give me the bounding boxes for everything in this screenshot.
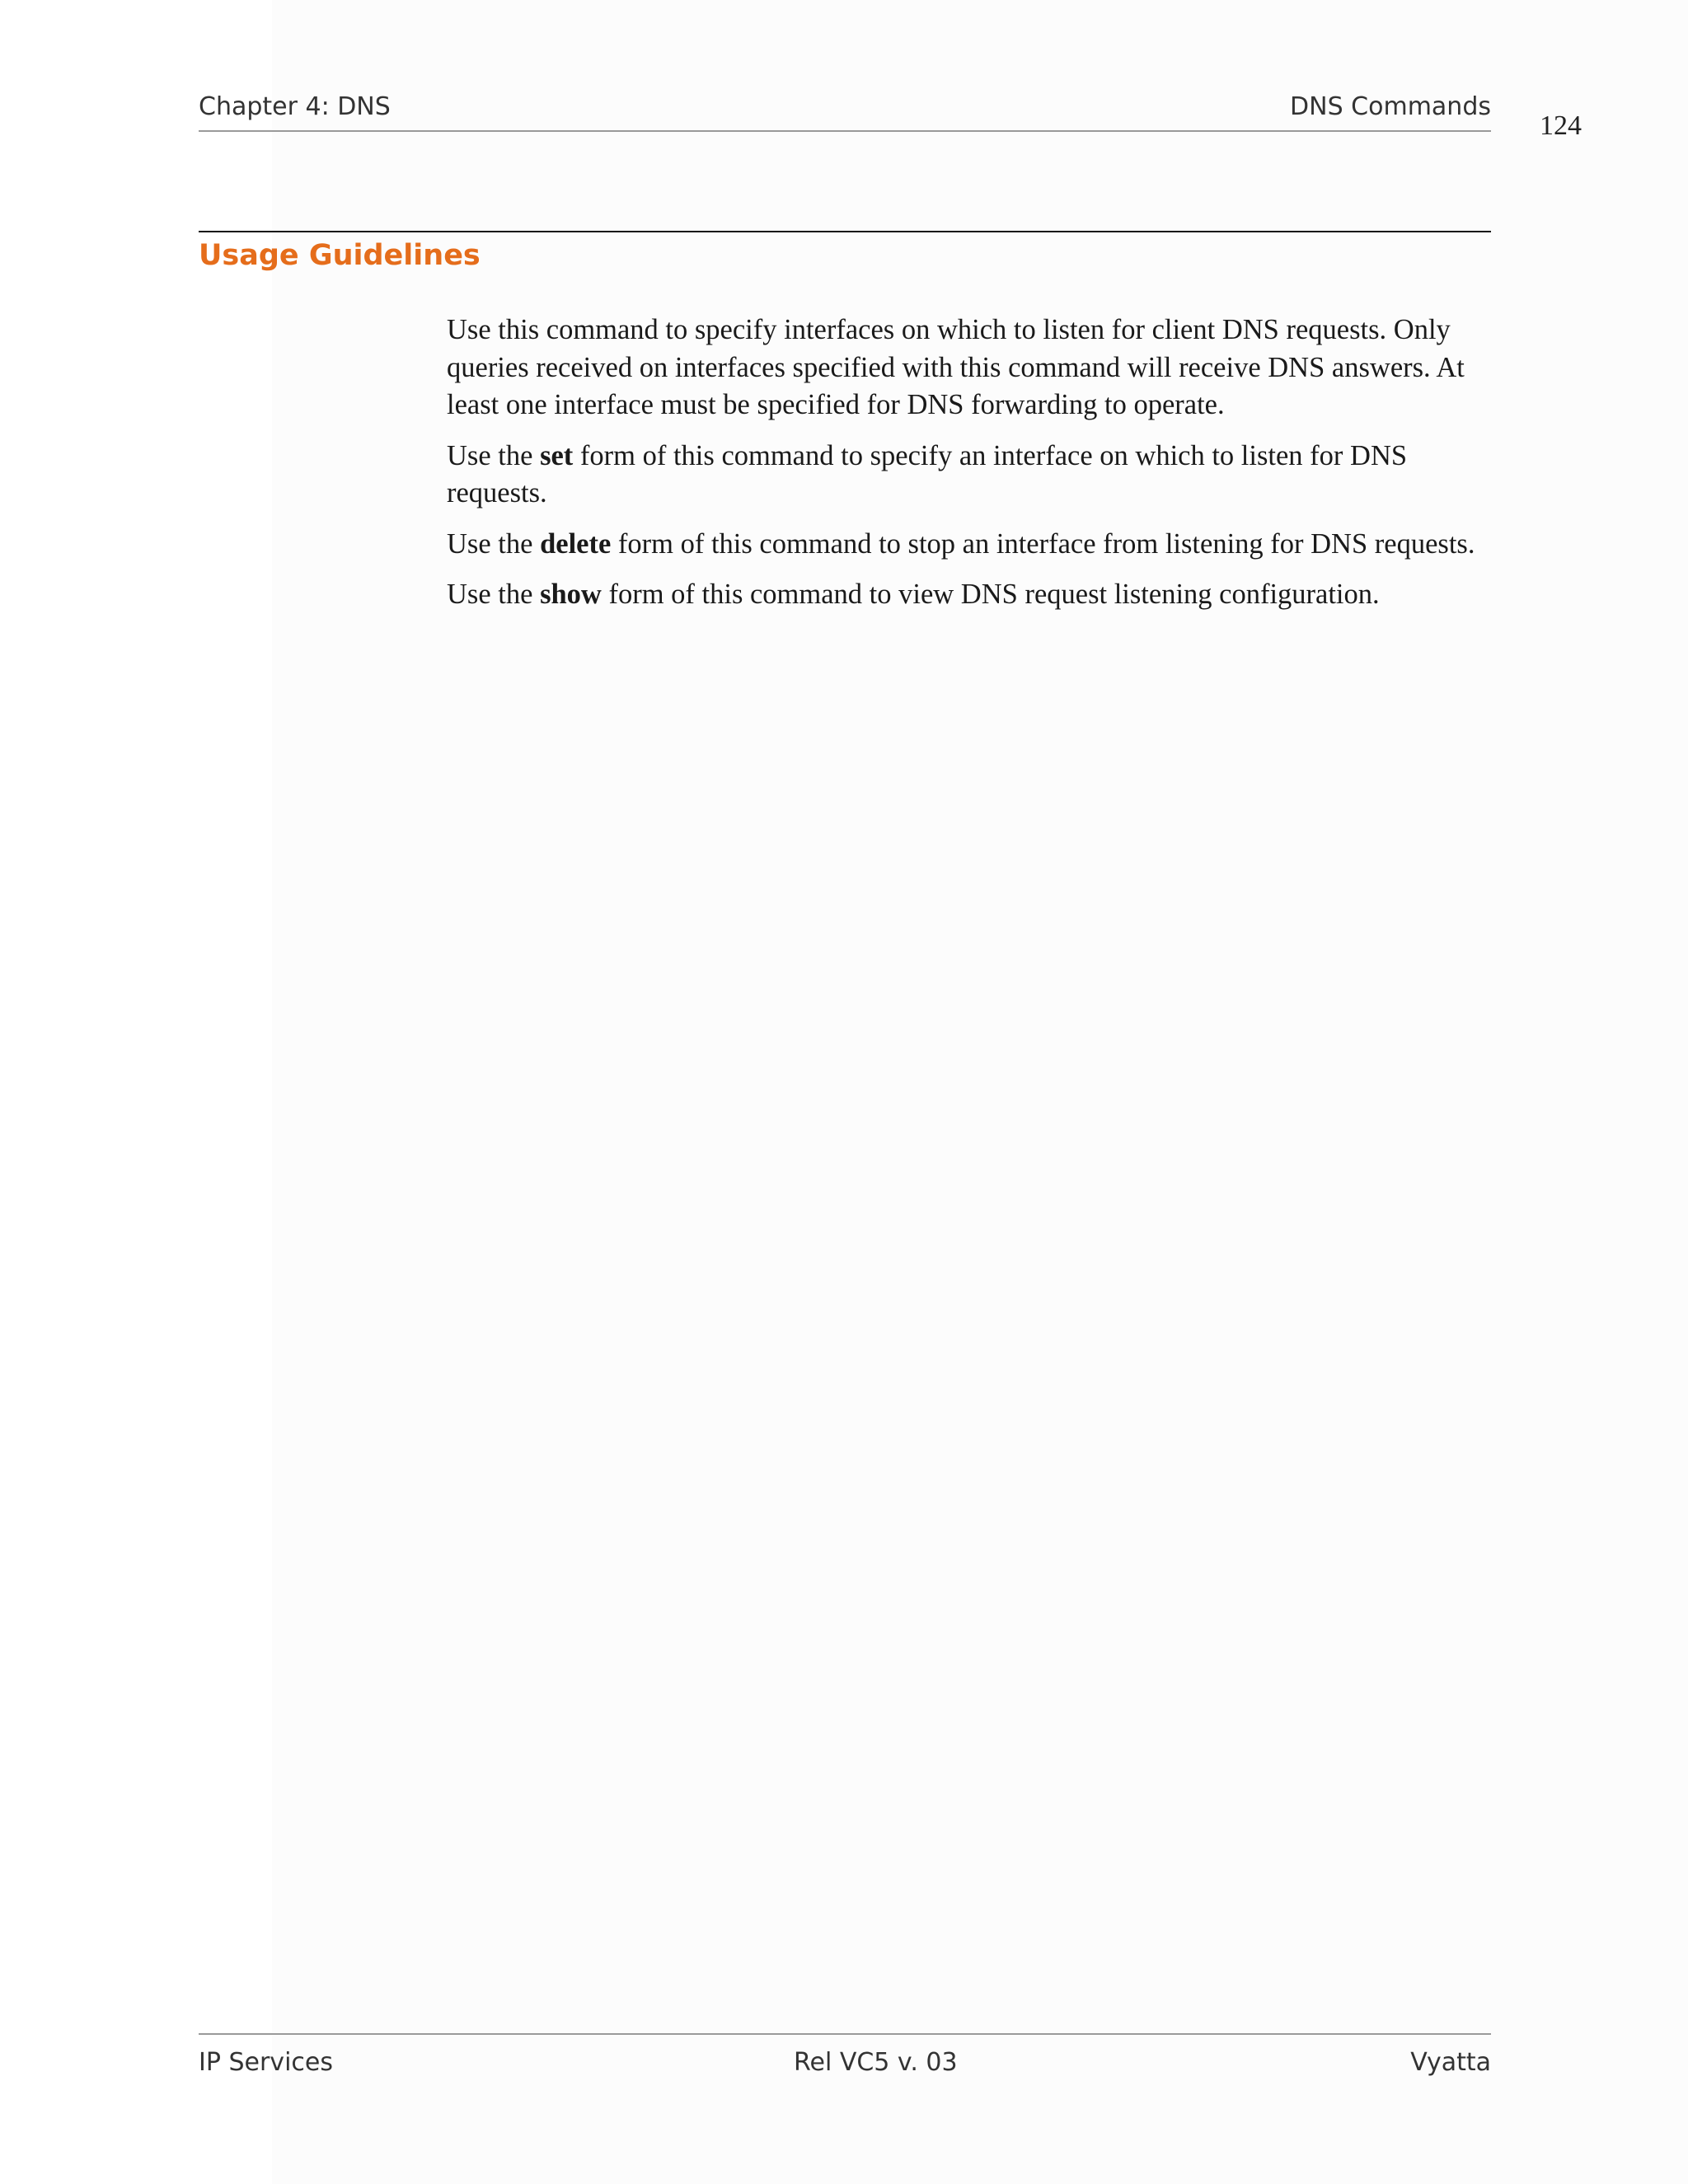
footer-book-title: IP Services xyxy=(199,2048,333,2077)
show-suffix: form of this command to view DNS request listening configuration. xyxy=(601,579,1380,610)
paragraph-show-form xyxy=(447,576,1498,614)
set-suffix: form of this command to specify an interface on which to listen for DNS requests. xyxy=(447,439,1408,509)
usage-guidelines-heading: Usage Guidelines xyxy=(199,239,481,272)
set-keyword: set xyxy=(540,439,574,471)
delete-suffix: form of this command to stop an interface from listening for DNS requests. xyxy=(611,527,1475,560)
paragraph-delete-form xyxy=(447,526,1498,564)
show-keyword: show xyxy=(540,579,602,610)
set-prefix: Use the xyxy=(447,439,541,471)
section-divider xyxy=(199,231,1491,232)
footer-company: Vyatta xyxy=(1410,2048,1491,2077)
delete-prefix: Use the xyxy=(447,527,541,560)
show-prefix: Use the xyxy=(447,579,541,610)
usage-guidelines-body xyxy=(447,312,1498,627)
running-footer xyxy=(199,2033,1491,2084)
running-header xyxy=(199,89,1491,132)
paragraph-set-form xyxy=(447,438,1498,513)
delete-keyword: delete xyxy=(540,527,612,560)
chapter-title: Chapter 4: DNS xyxy=(199,92,391,121)
footer-release: Rel VC5 v. 03 xyxy=(794,2048,958,2077)
paragraph-listen-interfaces: Use this command to specify interfaces on which to listen for client DNS requests. Only queries received on interfaces specified with this command will receive DNS answers. At least one interface must be specified for DNS forwarding to operate. xyxy=(447,314,1465,420)
section-title: DNS Commands xyxy=(1290,92,1491,121)
page-number: 124 xyxy=(1540,110,1582,141)
